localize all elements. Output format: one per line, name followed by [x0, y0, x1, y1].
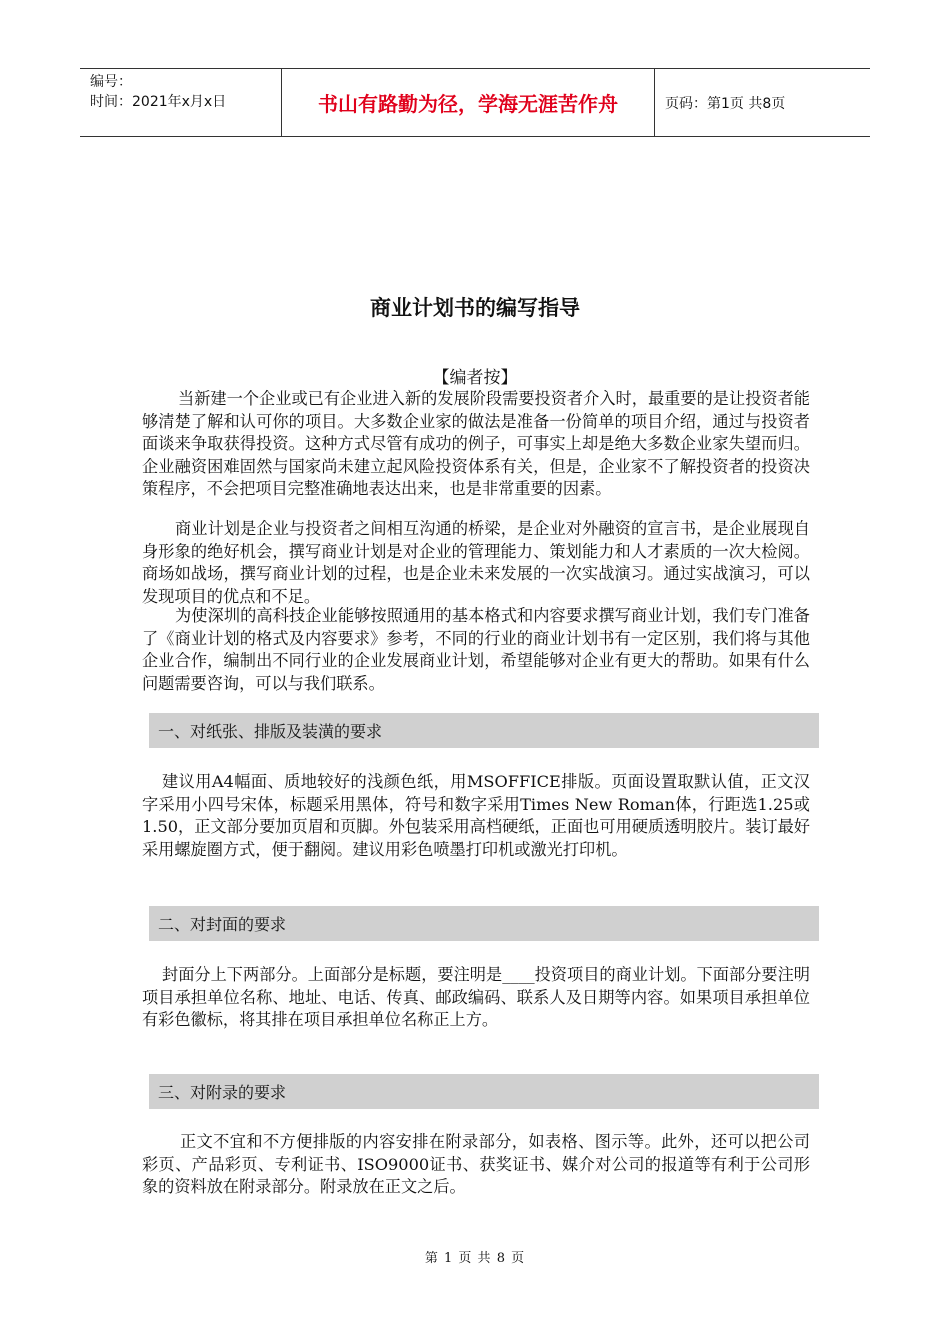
section-body-cover: 封面分上下两部分。上面部分是标题，要注明是____投资项目的商业计划。下面部分要注明项目承担单位名称、地址、电话、传真、邮政编码、联系人及日期等内容。如果项目承担单位有彩色徽标，将其排在项目承担单位名称正上方。 — [142, 965, 810, 1029]
section-heading-cover: 二、对封面的要求 — [149, 906, 819, 941]
header-code-label: 编号： — [90, 74, 132, 90]
editor-note-heading: 【编者按】 — [432, 368, 518, 388]
header-meta — [80, 69, 282, 136]
intro-paragraph-3: 为使深圳的高科技企业能够按照通用的基本格式和内容要求撰写商业计划，我们专门准备了《商业计划的格式及内容要求》参考，不同的行业的商业计划书有一定区别，我们将与其他企业合作，编制出不同行业的企业发展商业计划，希望能够对企业有更大的帮助。如果有什么问题需要咨询，可以与我们联系。 — [142, 606, 810, 693]
header-time-label: 时间：2021年x月x日 — [90, 94, 227, 110]
page-footer: 第 1 页 共 8 页 — [424, 1251, 526, 1266]
intro-paragraph-2: 商业计划是企业与投资者之间相互沟通的桥梁，是企业对外融资的宣言书，是企业展现自身形象的绝好机会，撰写商业计划是对企业的管理能力、策划能力和人才素质的一次大检阅。商场如战场，撰写商业计划的过程，也是企业未来发展的一次实战演习。通过实战演习，可以发现项目的优点和不足。 — [142, 519, 810, 606]
section-body-paper: 建议用A4幅面、质地较好的浅颜色纸，用MSOFFICE排版。页面设置取默认值，正文汉字采用小四号宋体，标题采用黑体，符号和数字采用Times New Roman体，行距选1.25或1.50，正文部分要加页眉和页脚。外包装采用高档硬纸，正面也可用硬质透明胶片。装订最好采用螺旋圈方式，便于翻阅。建议用彩色喷墨打印机或激光打印机。 — [142, 772, 810, 859]
section-heading-paper: 一、对纸张、排版及装潢的要求 — [149, 713, 819, 748]
intro-paragraph-1: 当新建一个企业或已有企业进入新的发展阶段需要投资者介入时，最重要的是让投资者能够清楚了解和认可你的项目。大多数企业家的做法是准备一份简单的项目介绍，通过与投资者面谈来争取获得投资。这种方式尽管有成功的例子，可事实上却是绝大多数企业家失望而归。企业融资困难固然与国家尚未建立起风险投资体系有关，但是，企业家不了解投资者的投资决策程序，不会把项目完整准确地表达出来，也是非常重要的因素。 — [142, 389, 810, 498]
document-title: 商业计划书的编写指导 — [370, 296, 580, 320]
section-body-appendix: 正文不宜和不方便排版的内容安排在附录部分，如表格、图示等。此外，还可以把公司彩页、产品彩页、专利证书、ISO9000证书、获奖证书、媒介对公司的报道等有利于公司形象的资料放在附录部分。附录放在正文之后。 — [142, 1132, 810, 1196]
section-heading-appendix: 三、对附录的要求 — [149, 1074, 819, 1109]
header-motto: 书山有路勤为径，学海无涯苦作舟 — [282, 69, 655, 136]
page-header — [80, 68, 870, 137]
header-page-info: 页码：第1页 共8页 — [665, 95, 786, 112]
